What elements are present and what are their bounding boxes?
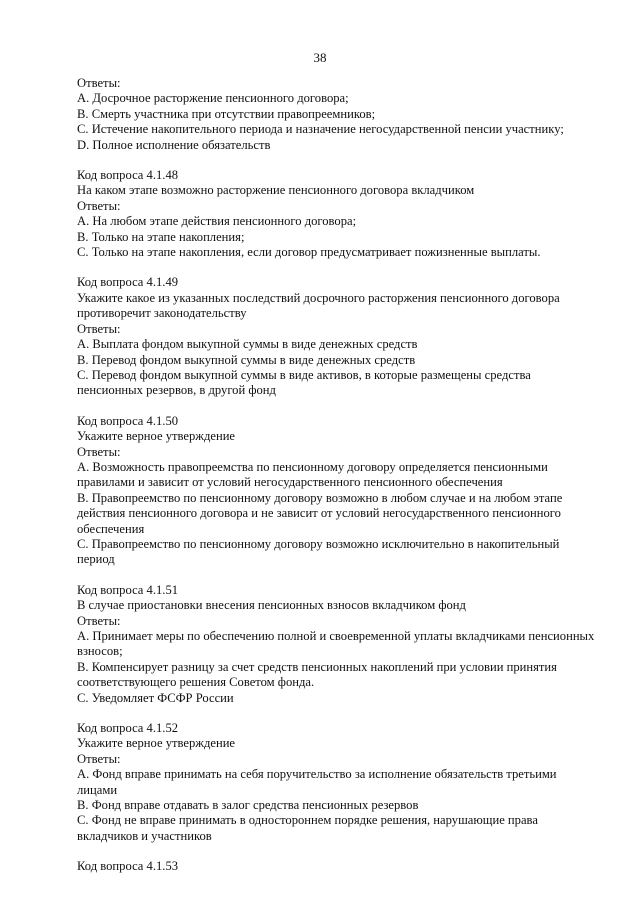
question-text: На каком этапе возможно расторжение пенсионного договора вкладчиком (77, 183, 475, 198)
question-text: Укажите верное утверждение (77, 429, 236, 444)
question-code: Код вопроса 4.1.49 (77, 275, 179, 290)
question-block-4-1-50 (77, 414, 597, 568)
answers-label: Ответы: (77, 751, 121, 766)
answer-option-c: C. Фонд не вправе принимать в одностороннем порядке решения, нарушающие права вкладчиков и участников (77, 813, 538, 843)
answer-option-b: B. Перевод фондом выкупной суммы в виде денежных средств (77, 352, 416, 367)
document-body (77, 76, 597, 890)
answer-option-c: C. Перевод фондом выкупной суммы в виде активов, в которые размещены средства пенсионных резервов, в другой фонд (77, 367, 531, 398)
answers-label: Ответы: (77, 198, 121, 213)
answer-option-b: B. Только на этапе накопления; (77, 229, 245, 244)
answer-option-b: B. Компенсирует разницу за счет средств пенсионных накоплений при условии принятия соответствующего решения Советом фонда. (77, 659, 557, 690)
answer-option-c: C. Уведомляет ФСФР России (77, 690, 234, 705)
question-text: Укажите какое из указанных последствий досрочного расторжения пенсионного договора противоречит законодательству (77, 290, 560, 321)
question-code: Код вопроса 4.1.48 (77, 168, 179, 183)
answer-option-a: A. Возможность правопреемства по пенсионному договору определяется пенсионными правилами и зависит от условий негосударственного пенсионного обеспечения (77, 459, 548, 490)
question-code: Код вопроса 4.1.52 (77, 721, 179, 736)
answer-option-c: C. Только на этапе накопления, если договор предусматривает пожизненные выплаты. (77, 245, 541, 260)
answers-label: Ответы: (77, 321, 121, 336)
question-text: Укажите верное утверждение (77, 736, 236, 751)
answer-option-a: A. На любом этапе действия пенсионного договора; (77, 214, 357, 229)
answer-option-d: D. Полное исполнение обязательств (77, 137, 271, 152)
question-code: Код вопроса 4.1.50 (77, 413, 179, 428)
question-text: В случае приостановки внесения пенсионных взносов вкладчиком фонд (77, 598, 466, 613)
answer-option-a: A. Принимает меры по обеспечению полной и своевременной уплаты вкладчиками пенсионных взносов; (77, 629, 595, 659)
answer-option-c: C. Правопреемство по пенсионному договору возможно исключительно в накопительный период (77, 536, 560, 567)
question-block-4-1-52 (77, 721, 597, 844)
answer-option-b: B. Фонд вправе отдавать в залог средства пенсионных резервов (77, 798, 419, 813)
answer-option-b: B. Правопреемство по пенсионному договору возможно в любом случае и на любом этапе действия пенсионного договора и не зависит от условий негосударственного пенсионного обеспечения (77, 490, 563, 536)
question-block-4-1-49 (77, 275, 597, 398)
question-block-4-1-53 (77, 859, 597, 874)
answer-option-a: A. Фонд вправе принимать на себя поручительство за исполнение обязательств третьими лицами (77, 767, 557, 797)
answer-option-c: C. Истечение накопительного периода и назначение негосударственной пенсии участнику; (77, 122, 564, 137)
page-number: 38 (313, 50, 327, 65)
answers-block-continued (77, 76, 597, 153)
answer-option-a: A. Досрочное расторжение пенсионного договора; (77, 91, 349, 106)
question-code: Код вопроса 4.1.51 (77, 582, 179, 597)
answer-option-b: B. Смерть участника при отсутствии правопреемников; (77, 106, 376, 121)
answers-label: Ответы: (77, 613, 121, 628)
answer-option-a: A. Выплата фондом выкупной суммы в виде денежных средств (77, 337, 418, 352)
question-code: Код вопроса 4.1.53 (77, 859, 179, 874)
answers-label: Ответы: (77, 444, 121, 459)
answers-label: Ответы: (77, 76, 121, 90)
question-block-4-1-51 (77, 583, 597, 706)
question-block-4-1-48 (77, 168, 597, 260)
